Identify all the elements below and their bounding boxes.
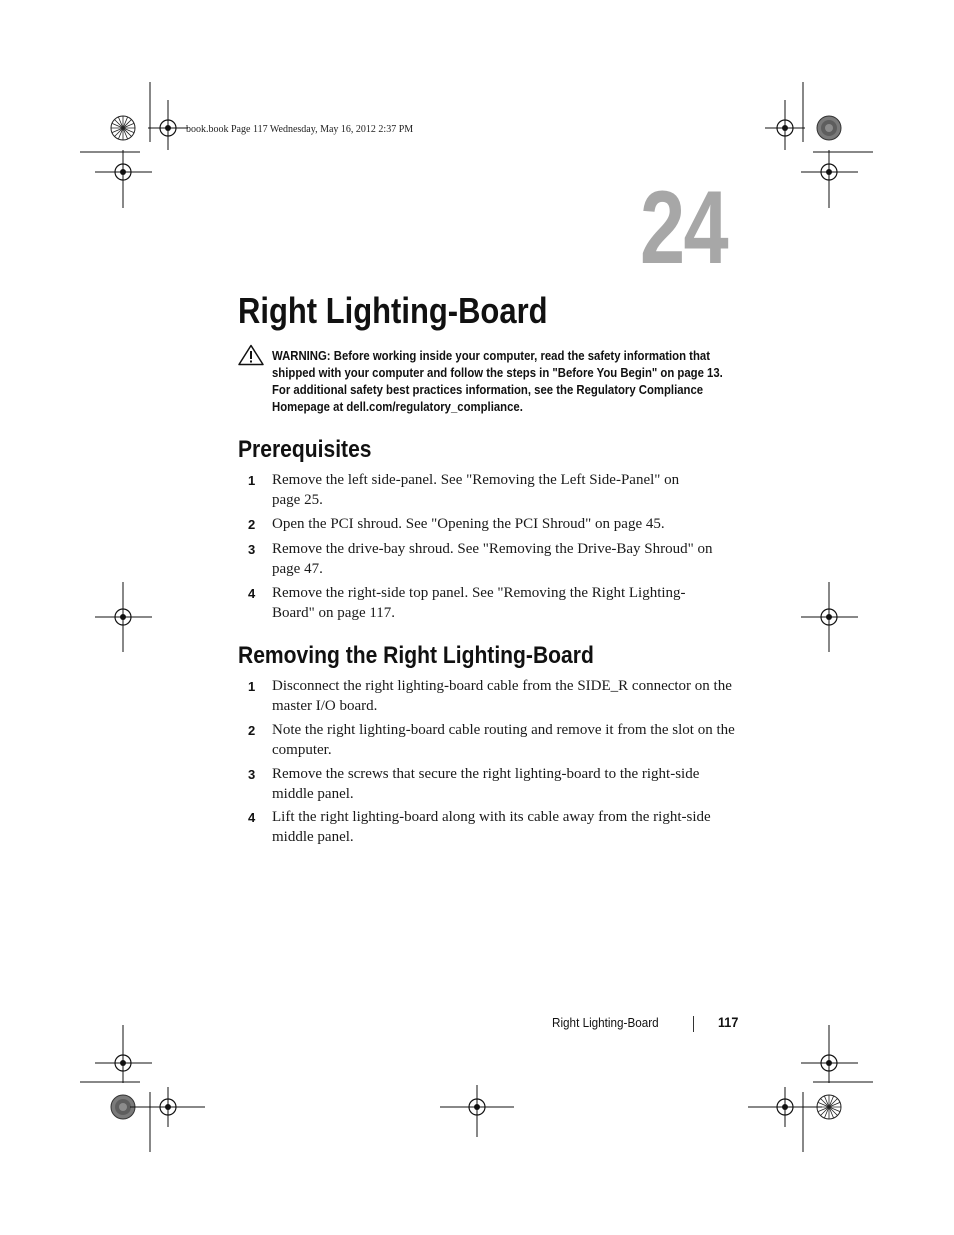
footer-section-title: Right Lighting-Board <box>552 1015 659 1030</box>
step-text: Lift the right lighting-board along with its cable away from the right-side middle panel. <box>272 809 711 845</box>
step-text: Remove the right-side top panel. See "Removing the Right Lighting-Board" on page 117. <box>272 585 686 621</box>
step-text: Disconnect the right lighting-board cable from the SIDE_R connector on the master I/O board. <box>272 678 732 714</box>
step-text: Note the right lighting-board cable routing and remove it from the slot on the computer. <box>272 722 735 758</box>
step-number: 1 <box>248 679 256 694</box>
step-number: 2 <box>248 517 256 532</box>
step-text: Remove the drive-bay shroud. See "Removing the Drive-Bay Shroud" on page 47. <box>272 541 713 577</box>
step-text: Open the PCI shroud. See "Opening the PCI Shroud" on page 45. <box>272 516 665 532</box>
warning-text: Before working inside your computer, read the safety information that shipped with your computer and follow the steps in "Before You Begin" on page 13. For additional safety best practices information, see the Regulatory Compliance Homepage at dell.com/regulatory_compliance. <box>272 348 723 414</box>
removing-heading: Removing the Right Lighting-Board <box>238 642 594 669</box>
step-number: 4 <box>248 810 256 825</box>
footer-divider <box>693 1016 694 1032</box>
warning-label: WARNING: <box>272 348 331 363</box>
step-number: 4 <box>248 586 256 601</box>
step-number: 2 <box>248 723 256 738</box>
warning-icon <box>238 344 264 366</box>
page-title: Right Lighting-Board <box>238 290 548 331</box>
prerequisites-heading: Prerequisites <box>238 436 372 463</box>
step-number: 3 <box>248 767 256 782</box>
step-number: 3 <box>248 542 256 557</box>
warning-note <box>272 347 736 415</box>
step-number: 1 <box>248 473 256 488</box>
step-text: Remove the screws that secure the right lighting-board to the right-side middle panel. <box>272 766 700 802</box>
page-number: 117 <box>718 1014 739 1030</box>
step-text: Remove the left side-panel. See "Removing the Left Side-Panel" on page 25. <box>272 472 680 508</box>
chapter-number: 24 <box>640 170 728 286</box>
print-slug: book.book Page 117 Wednesday, May 16, 2012 2:37 PM <box>186 124 414 135</box>
